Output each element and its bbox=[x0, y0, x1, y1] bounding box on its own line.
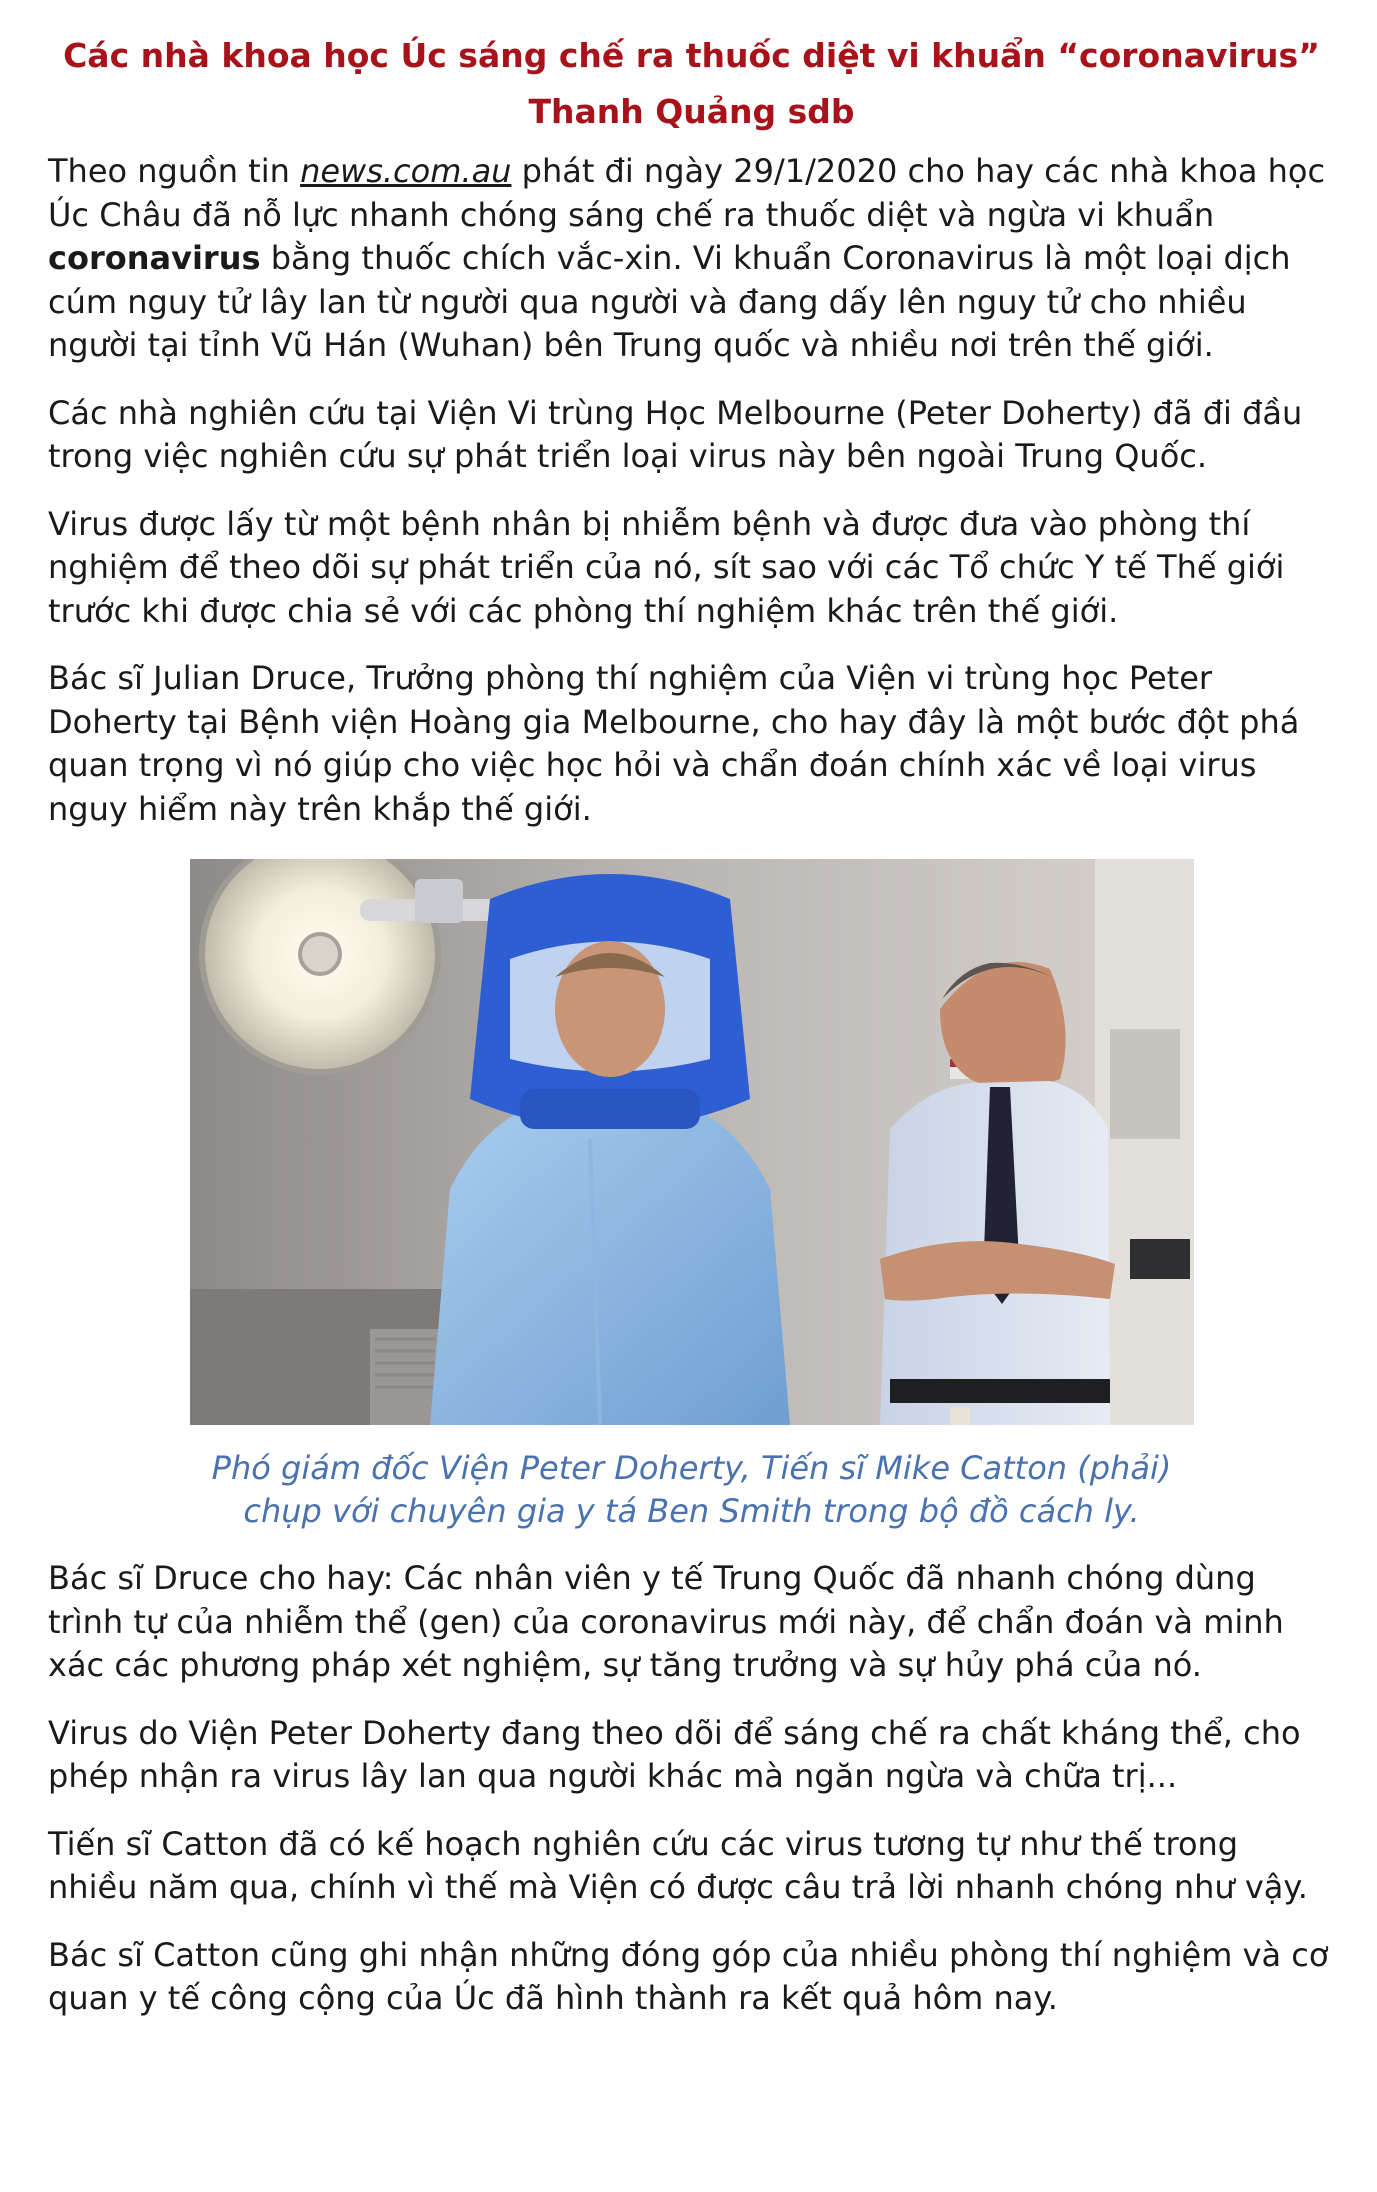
article-title: Các nhà khoa học Úc sáng chế ra thuốc diệt vi khuẩn “coronavirus” bbox=[63, 36, 1320, 75]
paragraph-7: Tiến sĩ Catton đã có kế hoạch nghiên cứu các virus tương tự như thế trong nhiều năm qua, chính vì thế mà Viện có được câu trả lời nhanh chóng như vậy. bbox=[48, 1824, 1308, 1906]
paragraph-4: Bác sĩ Julian Druce, Trưởng phòng thí nghiệm của Viện vi trùng học Peter Doherty tại Bệnh viện Hoàng gia Melbourne, cho hay đây là một bước đột phá quan trọng vì nó giúp cho việc học hỏi và chẩn đoán chính xác về loại virus nguy hiểm này trên khắp thế giới. bbox=[48, 659, 1300, 828]
photo-caption bbox=[48, 1447, 1335, 1533]
paragraph-1 bbox=[48, 150, 1335, 368]
caption-line-2: chụp với chuyên gia y tá Ben Smith trong bộ đồ cách ly. bbox=[243, 1492, 1140, 1530]
caption-line-1: Phó giám đốc Viện Peter Doherty, Tiến sĩ Mike Catton (phải) bbox=[211, 1449, 1172, 1487]
paragraph-2: Các nhà nghiên cứu tại Viện Vi trùng Học Melbourne (Peter Doherty) đã đi đầu trong việc nghiên cứu sự phát triển loại virus này bên ngoài Trung Quốc. bbox=[48, 393, 1303, 475]
paragraph-1-bold-term: coronavirus bbox=[48, 239, 261, 277]
paragraph-3: Virus được lấy từ một bệnh nhân bị nhiễm bệnh và được đưa vào phòng thí nghiệm để theo dõi sự phát triển của nó, sít sao với các Tổ chức Y tế Thế giới trước khi được chia sẻ với các phòng thí nghiệm khác trên thế giới. bbox=[48, 504, 1285, 630]
source-link[interactable]: news.com.au bbox=[300, 152, 512, 190]
paragraph-1-text-a: Theo nguồn tin bbox=[48, 152, 301, 190]
paragraph-1-text-c: bằng thuốc chích vắc-xin. Vi khuẩn Coronavirus là một loại dịch cúm nguy tử lây lan từ người qua người và đang dấy lên nguy tử cho nhiều người tại tỉnh Vũ Hán (Wuhan) bên Trung quốc và nhiều nơi trên thế giới. bbox=[48, 239, 1291, 364]
article-author: Thanh Quảng sdb bbox=[528, 92, 855, 131]
article-figure bbox=[48, 859, 1335, 1533]
paragraph-8: Bác sĩ Catton cũng ghi nhận những đóng góp của nhiều phòng thí nghiệm và cơ quan y tế công cộng của Úc đã hình thành ra kết quả hôm nay. bbox=[48, 1935, 1329, 2017]
paragraph-5: Bác sĩ Druce cho hay: Các nhân viên y tế Trung Quốc đã nhanh chóng dùng trình tự của nhiễm thể (gen) của coronavirus mới này, để chẩn đoán và minh xác các phương pháp xét nghiệm, sự tăng trưởng và sự hủy phá của nó. bbox=[48, 1559, 1284, 1684]
article-photo bbox=[190, 859, 1194, 1425]
paragraph-6: Virus do Viện Peter Doherty đang theo dõi để sáng chế ra chất kháng thể, cho phép nhận ra virus lây lan qua người khác mà ngăn ngừa và chữa trị... bbox=[48, 1713, 1301, 1795]
paragraph-1-text-b: phát đi ngày 29/1/2020 cho hay các nhà khoa học Úc Châu đã nỗ lực nhanh chóng sáng chế ra thuốc diệt và ngừa vi khuẩn bbox=[48, 152, 1326, 234]
